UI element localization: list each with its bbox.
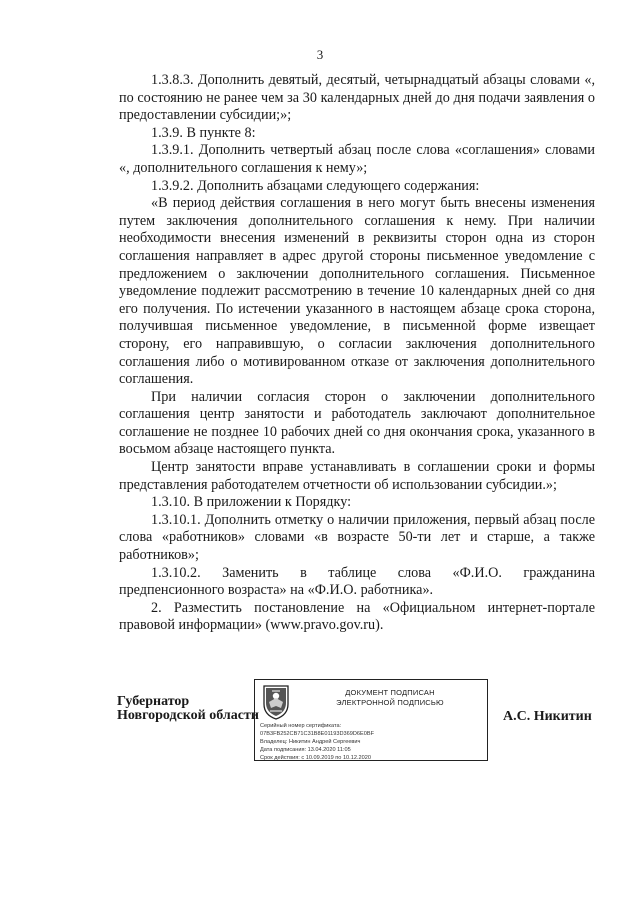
stamp-title-line2: ЭЛЕКТРОННОЙ ПОДПИСЬЮ bbox=[336, 698, 444, 707]
paragraph-1-3-10-2: 1.3.10.2. Заменить в таблице слова «Ф.И.О. гражданина предпенсионного возраста» на «Ф.И.О. работника». bbox=[119, 564, 595, 599]
paragraph-1-3-10-1: 1.3.10.1. Дополнить отметку о наличии приложения, первый абзац после слова «работников» словами «в возрасте 50-ти лет и старше, а также работников»; bbox=[119, 511, 595, 564]
paragraph-1-3-9: 1.3.9. В пункте 8: bbox=[151, 124, 256, 141]
paragraph-quote-reporting: Центр занятости вправе устанавливать в соглашении сроки и формы представления работодателем отчетности об использовании субсидии.»; bbox=[119, 459, 595, 493]
stamp-title-line1: ДОКУМЕНТ ПОДПИСАН bbox=[345, 688, 435, 697]
signer-position bbox=[117, 695, 259, 723]
paragraph-1-3-8-3: 1.3.8.3. Дополнить девятый, десятый, четырнадцатый абзацы словами «, по состоянию не ранее чем за 30 календарных дней до дня подачи заявления о предоставлении субсидии;»; bbox=[119, 72, 595, 124]
stamp-title bbox=[295, 688, 485, 708]
paragraph-1-3-9-2: 1.3.9.2. Дополнить абзацами следующего содержания: bbox=[151, 177, 480, 194]
document-body bbox=[119, 72, 595, 635]
signer-position-line2: Новгородской области bbox=[117, 708, 259, 723]
paragraph-2-publish: 2. Разместить постановление на «Официальном интернет-портале правовой информации» (www.pravo.gov.ru). bbox=[119, 599, 595, 634]
stamp-owner: Владелец: Никитин Андрей Сергеевич bbox=[260, 739, 361, 745]
paragraph-1-3-9-1: 1.3.9.1. Дополнить четвертый абзац после слова «соглашения» словами «, дополнительного соглашения к нему»; bbox=[119, 142, 595, 176]
coat-of-arms-icon bbox=[261, 684, 291, 720]
page-number: 3 bbox=[316, 47, 324, 62]
paragraph-1-3-10: 1.3.10. В приложении к Порядку: bbox=[151, 494, 352, 511]
signature-block bbox=[0, 677, 640, 767]
paragraph-quote-agreement: При наличии согласия сторон о заключении дополнительного соглашения центр занятости и работодатель заключают дополнительное соглашение не позднее 10 рабочих дней со дня окончания срока, указанного в восьмом абзаце настоящего пункта. bbox=[119, 388, 595, 458]
signer-position-line1: Губернатор bbox=[117, 694, 190, 709]
stamp-signed-date: Дата подписания: 13.04.2020 11:05 bbox=[260, 747, 351, 753]
stamp-validity: Срок действия: с 10.09.2019 по 10.12.2020 bbox=[260, 755, 371, 761]
stamp-serial: 07B3FB252CB71C31B8E01193D369D6E0BF bbox=[260, 731, 375, 737]
stamp-serial-label: Серийный номер сертификата: bbox=[260, 723, 342, 729]
signer-name: А.С. Никитин bbox=[503, 709, 592, 724]
paragraph-quote-amendments: «В период действия соглашения в него могут быть внесены изменения путем заключения дополнительного соглашения к нему. При наличии необходимости внесения изменений в реквизиты сторон одна из сторон соглашения направляет в адрес другой стороны письменное уведомление с предложением о заключении дополнительного соглашения. Письменное уведомление подлежит рассмотрению в течение 10 календарных дней со дня его получения. По истечении указанного в настоящем абзаце срока сторона, получившая письменное уведомление, в письменной форме извещает сторону, его направившую, о согласии заключения дополнительного соглашения либо о мотивированном отказе от заключения дополнительного соглашения. bbox=[119, 195, 595, 388]
stamp-details bbox=[260, 722, 374, 762]
electronic-signature-stamp bbox=[254, 679, 488, 761]
